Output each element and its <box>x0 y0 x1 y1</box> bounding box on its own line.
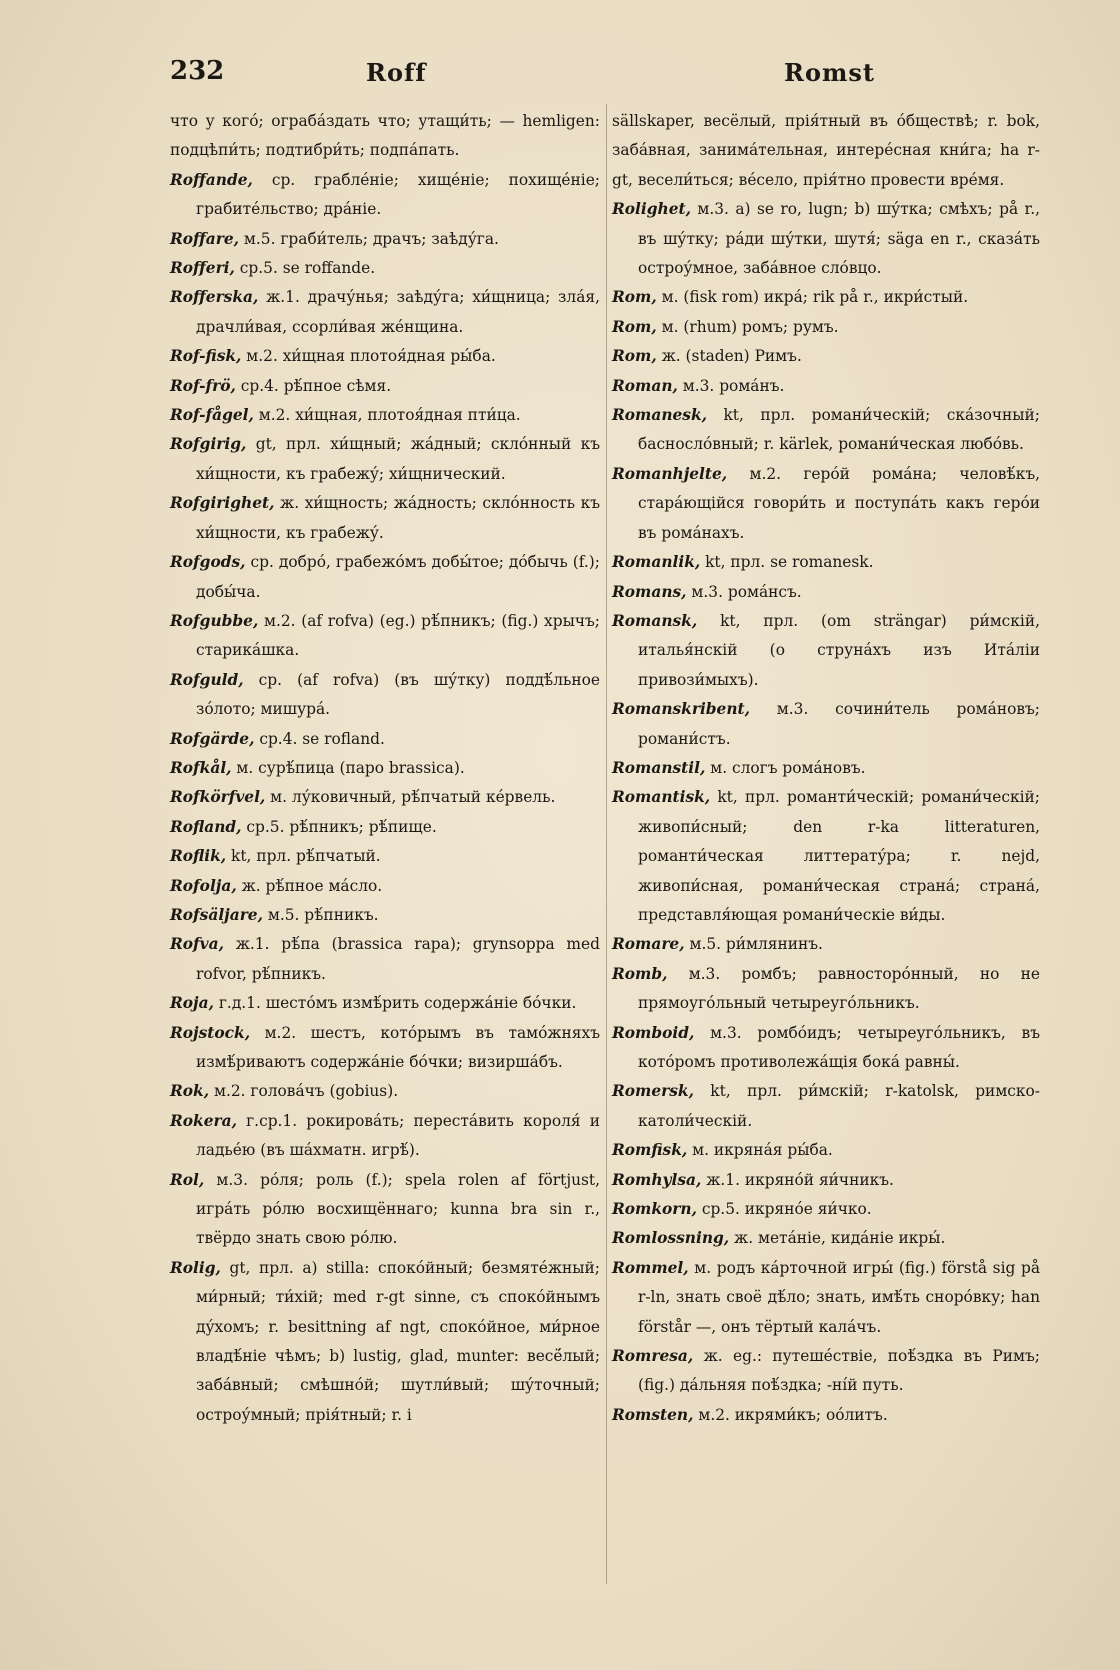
dictionary-entry: Rof-fisk, м.2. хи́щная плотоя́дная ры́ба. <box>170 347 496 366</box>
dictionary-entry: Rofgirighet, ж. хи́щность; жа́дность; склóнность къ хи́щности, къ грабежу́. <box>170 494 600 542</box>
dictionary-entry: Romresa, ж. eg.: путеше́ствіе, поѣ́здка въ Римъ; (fig.) да́льняя поѣ́здка; -ні́й путь. <box>612 1347 1040 1395</box>
headword: Romlossning, <box>612 1229 730 1248</box>
headword: Rofolja, <box>170 876 237 895</box>
headword: Romersk, <box>612 1082 694 1101</box>
dictionary-entry: sällskaper, весёлый, прія́тный въ о́бществѣ; r. bok, заба́вная, занима́тельная, интере́сная кни́га; ha r-gt, весели́ться; ве́село, прія́тно провести вре́мя. <box>612 112 1040 189</box>
headword: Rokera, <box>170 1111 237 1130</box>
headword: Roffande, <box>170 170 253 189</box>
dictionary-entry: Roman, м.3. рома́нъ. <box>612 376 785 395</box>
headword: Romanstil, <box>612 758 706 777</box>
dictionary-entry: Rofgirig, gt, прл. хи́щный; жа́дный; склóнный къ хи́щности, къ грабежу́; хи́щнический. <box>170 435 600 483</box>
dictionary-entry: Romanhjelte, м.2. геро́й рома́на; человѣ́къ, старáющійся говори́ть и поступа́ть какъ геро́и въ рома́нахъ. <box>612 464 1040 542</box>
dictionary-entry: Romkorn, ср.5. икряно́е яи́чко. <box>612 1200 872 1219</box>
headword: Roman, <box>612 376 678 395</box>
dictionary-entry: Romans, м.3. рома́нсъ. <box>612 582 802 601</box>
left-column <box>170 107 600 1430</box>
dictionary-entry: Roja, г.д.1. шесто́мъ измѣ́рить содержа́ніе бо́чки. <box>170 994 577 1013</box>
dictionary-entry: Romlossning, ж. мета́ніе, кида́ніе икры́. <box>612 1229 946 1248</box>
headword: Rofferi, <box>170 259 235 278</box>
dictionary-entry: Rol, м.3. ро́ля; роль (f.); spela rolen af förtjust, игра́ть ро́лю восхищённаго; kunna bra sin r., твёрдо знать свою ро́лю. <box>170 1170 600 1248</box>
right-guide-word: Romst <box>784 58 875 87</box>
headword: Rolighet, <box>612 200 691 219</box>
headword: Rof-fågel, <box>170 406 254 425</box>
dictionary-entry: Rofferi, ср.5. se roffande. <box>170 259 376 278</box>
column-divider <box>606 104 607 1584</box>
dictionary-entry: Rofkål, м. сурѣ́пица (паро brassica). <box>170 758 465 777</box>
headword: Roja, <box>170 994 214 1013</box>
dictionary-entry: Rofgubbe, м.2. (af rofva) (eg.) рѣ́пникъ; (fig.) хрычъ; старика́шка. <box>170 611 600 660</box>
headword: Rom, <box>612 347 657 366</box>
dictionary-entry: Rofkörfvel, м. лу́ковичный, рѣ́пчатый ке́рвель. <box>170 788 556 807</box>
dictionary-entry: Romanskribent, м.3. сочини́тель рома́новъ; романи́стъ. <box>612 700 1040 748</box>
headword: Romresa, <box>612 1347 694 1366</box>
dictionary-entry: Rofsäljare, м.5. рѣ́пникъ. <box>170 905 379 924</box>
dictionary-entry: Romanlik, kt, прл. se romanesk. <box>612 553 874 572</box>
headword: Rofguld, <box>170 670 244 689</box>
dictionary-entry: Rokera, г.ср.1. рокирова́ть; перестáвить короля́ и ладьéю (въ ша́хматн. игрѣ́). <box>170 1111 600 1160</box>
headword: Roflik, <box>170 847 227 866</box>
headword: Rofferska, <box>170 288 259 307</box>
dictionary-entry: Rom, м. (fisk rom) икра́; rik på r., икри́стый. <box>612 288 969 307</box>
headword: Rok, <box>170 1082 210 1101</box>
headword: Rommel, <box>612 1258 689 1277</box>
headword: Rofgirig, <box>170 435 247 454</box>
left-guide-word: Roff <box>366 58 427 87</box>
dictionary-entry: Romboid, м.3. ромбо́идъ; четыреуго́льникъ, въ кото́ромъ противолежа́щія бока́ равны́. <box>612 1023 1040 1071</box>
headword: Rofgirighet, <box>170 494 275 513</box>
headword: Romhylsa, <box>612 1170 702 1189</box>
dictionary-entry: Rofolja, ж. рѣ́пное ма́сло. <box>170 876 383 895</box>
headword: Rofgods, <box>170 553 246 572</box>
page-header <box>170 56 970 96</box>
dictionary-entry: Romersk, kt, прл. ри́мскій; r-katolsk, римско-католи́ческій. <box>612 1082 1040 1130</box>
dictionary-entry: Romansk, kt, прл. (om strängar) ри́мскій, италья́нскій (о струна́хъ изъ Ита́ліи привози́мыхъ). <box>612 611 1040 689</box>
dictionary-entry: Rofgärde, ср.4. se rofland. <box>170 729 385 748</box>
headword: Romanskribent, <box>612 700 750 719</box>
dictionary-entry: Rof-fågel, м.2. хи́щная, плотоя́дная пти́ца. <box>170 406 521 425</box>
right-column <box>612 107 1040 1430</box>
headword: Romb, <box>612 964 668 983</box>
headword: Rom, <box>612 288 657 307</box>
dictionary-entry: Romfisk, м. икряна́я ры́ба. <box>612 1141 833 1160</box>
dictionary-entry: Rok, м.2. голова́чъ (gobius). <box>170 1082 399 1101</box>
dictionary-entry: Rojstock, м.2. шестъ, кото́рымъ въ тамо́жняхъ измѣ́риваютъ содержа́ніе бо́чки; визирша́бъ. <box>170 1023 600 1071</box>
dictionary-entry: что у кого́; ограба́здать что; утащи́ть; — hemligen: подцѣпи́ть; подтибри́ть; подпа́пать. <box>170 112 600 160</box>
dictionary-entry: Romb, м.3. ромбъ; равносторóнный, но не прямоуго́льный четыреуго́льникъ. <box>612 964 1040 1013</box>
dictionary-entry: Rom, м. (rhum) ромъ; румъ. <box>612 317 839 336</box>
dictionary-entry: Rolig, gt, прл. a) stilla: споко́йный; безмяте́жный; ми́рный; ти́хій; med r-gt sinne, съ споко́йнымъ ду́хомъ; r. besittning af ngt, споко́йное, ми́рное владѣ́ніе чѣмъ; b) lustig, glad, munter: весё́лый; заба́вный; смѣшно́й; шутли́вый; шу́точный; остроу́мный; прія́тный; r. i <box>170 1258 600 1424</box>
headword: Romans, <box>612 582 687 601</box>
headword: Rofgärde, <box>170 729 255 748</box>
headword: Rolig, <box>170 1258 221 1277</box>
headword: Romsten, <box>612 1405 694 1424</box>
headword: Romare, <box>612 935 685 954</box>
headword: Roffare, <box>170 229 240 248</box>
page-number: 232 <box>170 56 225 86</box>
dictionary-entry: Roffare, м.5. граби́тель; драчъ; заѣду́га. <box>170 229 499 248</box>
headword: Rom, <box>612 317 657 336</box>
dictionary-entry: Romanstil, м. слогъ рома́новъ. <box>612 758 866 777</box>
headword: Romanhjelte, <box>612 464 728 483</box>
dictionary-entry: Romantisk, kt, прл. романти́ческій; романи́ческій; живопи́сный; den r-ka litteraturen, романти́ческая литтерату́ра; r. nejd, живопи́сная, романи́ческая страна́; страна́, представля́ющая романи́ческіе ви́ды. <box>612 788 1040 924</box>
dictionary-entry: Rolighet, м.3. a) se ro, lugn; b) шу́тка; смѣхъ; på r., въ шу́тку; ра́ди шу́тки, шутя́; säga en r., сказа́ть остроу́мное, заба́вное сло́вцо. <box>612 200 1040 278</box>
headword: Romansk, <box>612 611 698 630</box>
dictionary-entry: Romanesk, kt, прл. романи́ческій; ска́зочный; баснослóвный; r. kärlek, романи́ческая любо́вь. <box>612 406 1040 454</box>
dictionary-entry: Romsten, м.2. икрями́къ; оо́литъ. <box>612 1405 888 1424</box>
headword: Rofva, <box>170 935 224 954</box>
dictionary-entry: Roffande, ср. грабле́ніе; хище́ніе; похище́ніе; грабите́льство; дра́ніе. <box>170 170 600 219</box>
dictionary-entry: Roflik, kt, прл. рѣ́пчатый. <box>170 847 381 866</box>
headword: Rofkål, <box>170 758 232 777</box>
dictionary-entry: Romare, м.5. ри́млянинъ. <box>612 935 823 954</box>
headword: Rofkörfvel, <box>170 788 266 807</box>
headword: Romanesk, <box>612 406 707 425</box>
headword: Romantisk, <box>612 788 711 807</box>
dictionary-entry: Rof-frö, ср.4. рѣ́пное сѣмя. <box>170 376 392 395</box>
headword: Rol, <box>170 1170 205 1189</box>
dictionary-entry: Romhylsa, ж.1. икряно́й яи́чникъ. <box>612 1170 894 1189</box>
dictionary-entry: Rofva, ж.1. рѣ́па (brassica rapa); grynsoppa med rofvor, рѣ́пникъ. <box>170 935 600 983</box>
dictionary-entry: Rom, ж. (staden) Римъ. <box>612 347 802 366</box>
dictionary-entry: Rommel, м. родъ ка́рточной игры́ (fig.) förstå sig på r-ln, знать своё дѣ́ло; знать, имѣ́ть сноро́вку; han förstår —, онъ тёртый кала́чъ. <box>612 1258 1040 1336</box>
headword: Romboid, <box>612 1023 695 1042</box>
headword: Rojstock, <box>170 1023 251 1042</box>
headword: Romfisk, <box>612 1141 688 1160</box>
dictionary-entry: Rofland, ср.5. рѣ́пникъ; рѣ́пище. <box>170 817 437 836</box>
headword: Rofland, <box>170 817 242 836</box>
headword: Romkorn, <box>612 1200 697 1219</box>
headword: Rof-fisk, <box>170 347 242 366</box>
headword: Rof-frö, <box>170 376 236 395</box>
dictionary-entry: Rofguld, ср. (af rofva) (въ шу́тку) поддѣ́льное зо́лото; мишура́. <box>170 670 600 719</box>
headword: Rofsäljare, <box>170 905 263 924</box>
dictionary-entry: Rofgods, ср. добро́, грабежо́мъ добы́тое; до́бычь (f.); добы́ча. <box>170 553 600 601</box>
headword: Rofgubbe, <box>170 611 259 630</box>
headword: Romanlik, <box>612 553 701 572</box>
dictionary-entry: Rofferska, ж.1. драчу́нья; заѣду́га; хи́щница; зла́я, драчли́вая, ссорли́вая же́нщина. <box>170 288 600 336</box>
